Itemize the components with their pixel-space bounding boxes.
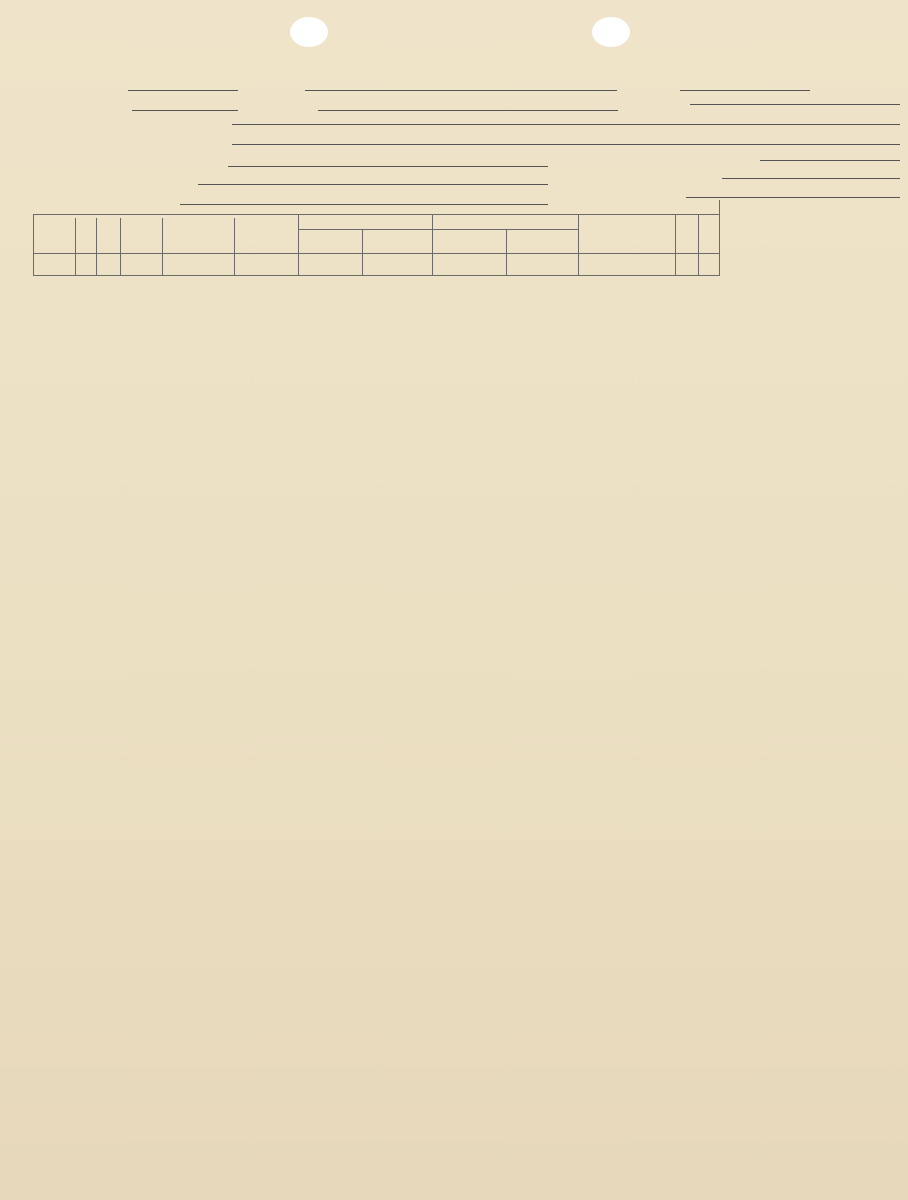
punch-hole — [290, 17, 328, 47]
punch-hole — [592, 17, 630, 47]
